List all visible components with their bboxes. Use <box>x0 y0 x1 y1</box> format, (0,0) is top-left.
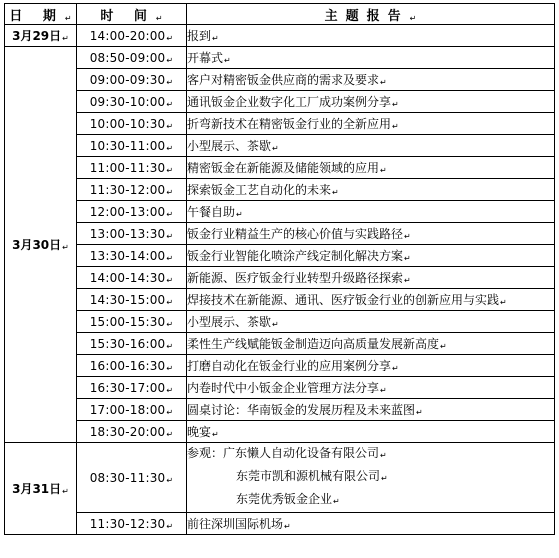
visit-company: 参观：广东懒人自动化设备有限公司↵ <box>187 446 387 460</box>
paragraph-mark-icon: ↵ <box>62 487 69 496</box>
visit-company: 东莞市凯和源机械有限公司↵ <box>236 469 388 483</box>
paragraph-mark-icon: ↵ <box>62 34 69 43</box>
paragraph-mark-icon: ↵ <box>166 275 174 285</box>
time-cell: 14:00-20:00↵ <box>77 25 187 47</box>
time-cell: 15:00-15:30↵ <box>77 311 187 333</box>
paragraph-mark-icon: ↵ <box>166 209 174 219</box>
time-cell: 13:00-13:30↵ <box>77 223 187 245</box>
paragraph-mark-icon: ↵ <box>166 165 174 175</box>
table-row <box>5 513 555 535</box>
paragraph-mark-icon: ↵ <box>212 430 219 439</box>
table-row <box>5 311 555 333</box>
table-row <box>5 223 555 245</box>
table-row <box>5 421 555 443</box>
paragraph-mark-icon: ↵ <box>62 243 69 252</box>
paragraph-mark-icon: ↵ <box>404 254 411 263</box>
table-row <box>5 69 555 91</box>
topic-cell: 小型展示、茶歇↵ <box>187 311 555 333</box>
time-cell: 15:30-16:00↵ <box>77 333 187 355</box>
topic-cell: 新能源、医疗钣金行业转型升级路径探索↵ <box>187 267 555 289</box>
paragraph-mark-icon: ↵ <box>333 497 340 506</box>
paragraph-mark-icon: ↵ <box>272 320 279 329</box>
visit-company: 东莞优秀钣金企业↵ <box>236 492 340 506</box>
paragraph-mark-icon: ↵ <box>166 385 174 395</box>
time-cell: 16:30-17:00↵ <box>77 377 187 399</box>
time-cell: 16:00-16:30↵ <box>77 355 187 377</box>
table-row <box>5 113 555 135</box>
topic-cell: 午餐自助↵ <box>187 201 555 223</box>
time-cell: 13:30-14:00↵ <box>77 245 187 267</box>
paragraph-mark-icon: ↵ <box>409 13 417 23</box>
table-row <box>5 333 555 355</box>
paragraph-mark-icon: ↵ <box>380 166 387 175</box>
paragraph-mark-icon: ↵ <box>166 99 174 109</box>
time-cell: 08:30-11:30↵ <box>77 443 187 513</box>
paragraph-mark-icon: ↵ <box>166 429 174 439</box>
topic-cell: 客户对精密钣金供应商的需求及要求↵ <box>187 69 555 91</box>
time-cell: 09:30-10:00↵ <box>77 91 187 113</box>
time-cell: 11:30-12:00↵ <box>77 179 187 201</box>
paragraph-mark-icon: ↵ <box>166 363 174 373</box>
topic-cell: 报到↵ <box>187 25 555 47</box>
table-row <box>5 47 555 69</box>
paragraph-mark-icon: ↵ <box>392 100 399 109</box>
table-row <box>5 355 555 377</box>
header-date: 日 期↵ <box>5 4 77 25</box>
table-row <box>5 157 555 179</box>
visit-topic-cell <box>187 443 555 513</box>
table-row <box>5 245 555 267</box>
topic-cell: 内卷时代中小钣金企业管理方法分享↵ <box>187 377 555 399</box>
paragraph-mark-icon: ↵ <box>404 276 411 285</box>
header-time: 时 间↵ <box>77 4 187 25</box>
table-row <box>5 399 555 421</box>
paragraph-mark-icon: ↵ <box>64 13 72 23</box>
table-row <box>5 25 555 47</box>
topic-cell: 探索钣金工艺自动化的未来↵ <box>187 179 555 201</box>
topic-cell: 柔性生产线赋能钣金制造迈向高质量发展新高度↵ <box>187 333 555 355</box>
paragraph-mark-icon: ↵ <box>500 298 507 307</box>
time-cell: 14:30-15:00↵ <box>77 289 187 311</box>
paragraph-mark-icon: ↵ <box>404 232 411 241</box>
date-cell: 3月31日↵ <box>5 443 77 535</box>
table-row <box>5 267 555 289</box>
topic-cell: 圆桌讨论：华南钣金的发展历程及未来蓝图↵ <box>187 399 555 421</box>
paragraph-mark-icon: ↵ <box>380 78 387 87</box>
table-row <box>5 377 555 399</box>
time-cell: 10:00-10:30↵ <box>77 113 187 135</box>
paragraph-mark-icon: ↵ <box>284 522 291 531</box>
topic-cell: 前往深圳国际机场↵ <box>187 513 555 535</box>
schedule-body <box>5 25 555 535</box>
header-topic: 主题报告↵ <box>187 4 555 25</box>
paragraph-mark-icon: ↵ <box>440 342 447 351</box>
topic-cell: 通讯钣金企业数字化工厂成功案例分享↵ <box>187 91 555 113</box>
table-row <box>5 443 555 513</box>
time-cell: 11:30-12:30↵ <box>77 513 187 535</box>
paragraph-mark-icon: ↵ <box>416 408 423 417</box>
paragraph-mark-icon: ↵ <box>236 210 243 219</box>
time-cell: 08:50-09:00↵ <box>77 47 187 69</box>
topic-cell: 小型展示、茶歇↵ <box>187 135 555 157</box>
topic-cell: 打磨自动化在钣金行业的应用案例分享↵ <box>187 355 555 377</box>
time-cell: 14:00-14:30↵ <box>77 267 187 289</box>
paragraph-mark-icon: ↵ <box>166 297 174 307</box>
paragraph-mark-icon: ↵ <box>166 121 174 131</box>
paragraph-mark-icon: ↵ <box>166 475 174 485</box>
paragraph-mark-icon: ↵ <box>166 319 174 329</box>
table-row <box>5 201 555 223</box>
paragraph-mark-icon: ↵ <box>166 187 174 197</box>
paragraph-mark-icon: ↵ <box>166 521 174 531</box>
paragraph-mark-icon: ↵ <box>272 144 279 153</box>
paragraph-mark-icon: ↵ <box>392 364 399 373</box>
table-header-row <box>5 4 555 25</box>
table-row <box>5 179 555 201</box>
topic-cell: 开幕式↵ <box>187 47 555 69</box>
paragraph-mark-icon: ↵ <box>224 56 231 65</box>
paragraph-mark-icon: ↵ <box>380 451 387 460</box>
paragraph-mark-icon: ↵ <box>166 407 174 417</box>
table-row <box>5 91 555 113</box>
time-cell: 09:00-09:30↵ <box>77 69 187 91</box>
topic-cell: 焊接技术在新能源、通讯、医疗钣金行业的创新应用与实践↵ <box>187 289 555 311</box>
paragraph-mark-icon: ↵ <box>380 386 387 395</box>
paragraph-mark-icon: ↵ <box>392 122 399 131</box>
topic-cell: 晚宴↵ <box>187 421 555 443</box>
schedule-table <box>4 3 555 535</box>
paragraph-mark-icon: ↵ <box>212 34 219 43</box>
topic-cell: 钣金行业精益生产的核心价值与实践路径↵ <box>187 223 555 245</box>
topic-cell: 精密钣金在新能源及储能领域的应用↵ <box>187 157 555 179</box>
paragraph-mark-icon: ↵ <box>166 77 174 87</box>
topic-cell: 钣金行业智能化喷涂产线定制化解决方案↵ <box>187 245 555 267</box>
paragraph-mark-icon: ↵ <box>166 231 174 241</box>
paragraph-mark-icon: ↵ <box>332 188 339 197</box>
time-cell: 12:00-13:00↵ <box>77 201 187 223</box>
time-cell: 18:30-20:00↵ <box>77 421 187 443</box>
paragraph-mark-icon: ↵ <box>381 474 388 483</box>
table-row <box>5 135 555 157</box>
time-cell: 10:30-11:00↵ <box>77 135 187 157</box>
topic-cell: 折弯新技术在精密钣金行业的全新应用↵ <box>187 113 555 135</box>
paragraph-mark-icon: ↵ <box>155 13 163 23</box>
time-cell: 11:00-11:30↵ <box>77 157 187 179</box>
paragraph-mark-icon: ↵ <box>166 341 174 351</box>
paragraph-mark-icon: ↵ <box>166 55 174 65</box>
paragraph-mark-icon: ↵ <box>166 33 174 43</box>
paragraph-mark-icon: ↵ <box>166 253 174 263</box>
paragraph-mark-icon: ↵ <box>166 143 174 153</box>
date-cell: 3月29日↵ <box>5 25 77 47</box>
table-row <box>5 289 555 311</box>
time-cell: 17:00-18:00↵ <box>77 399 187 421</box>
date-cell: 3月30日↵ <box>5 47 77 443</box>
